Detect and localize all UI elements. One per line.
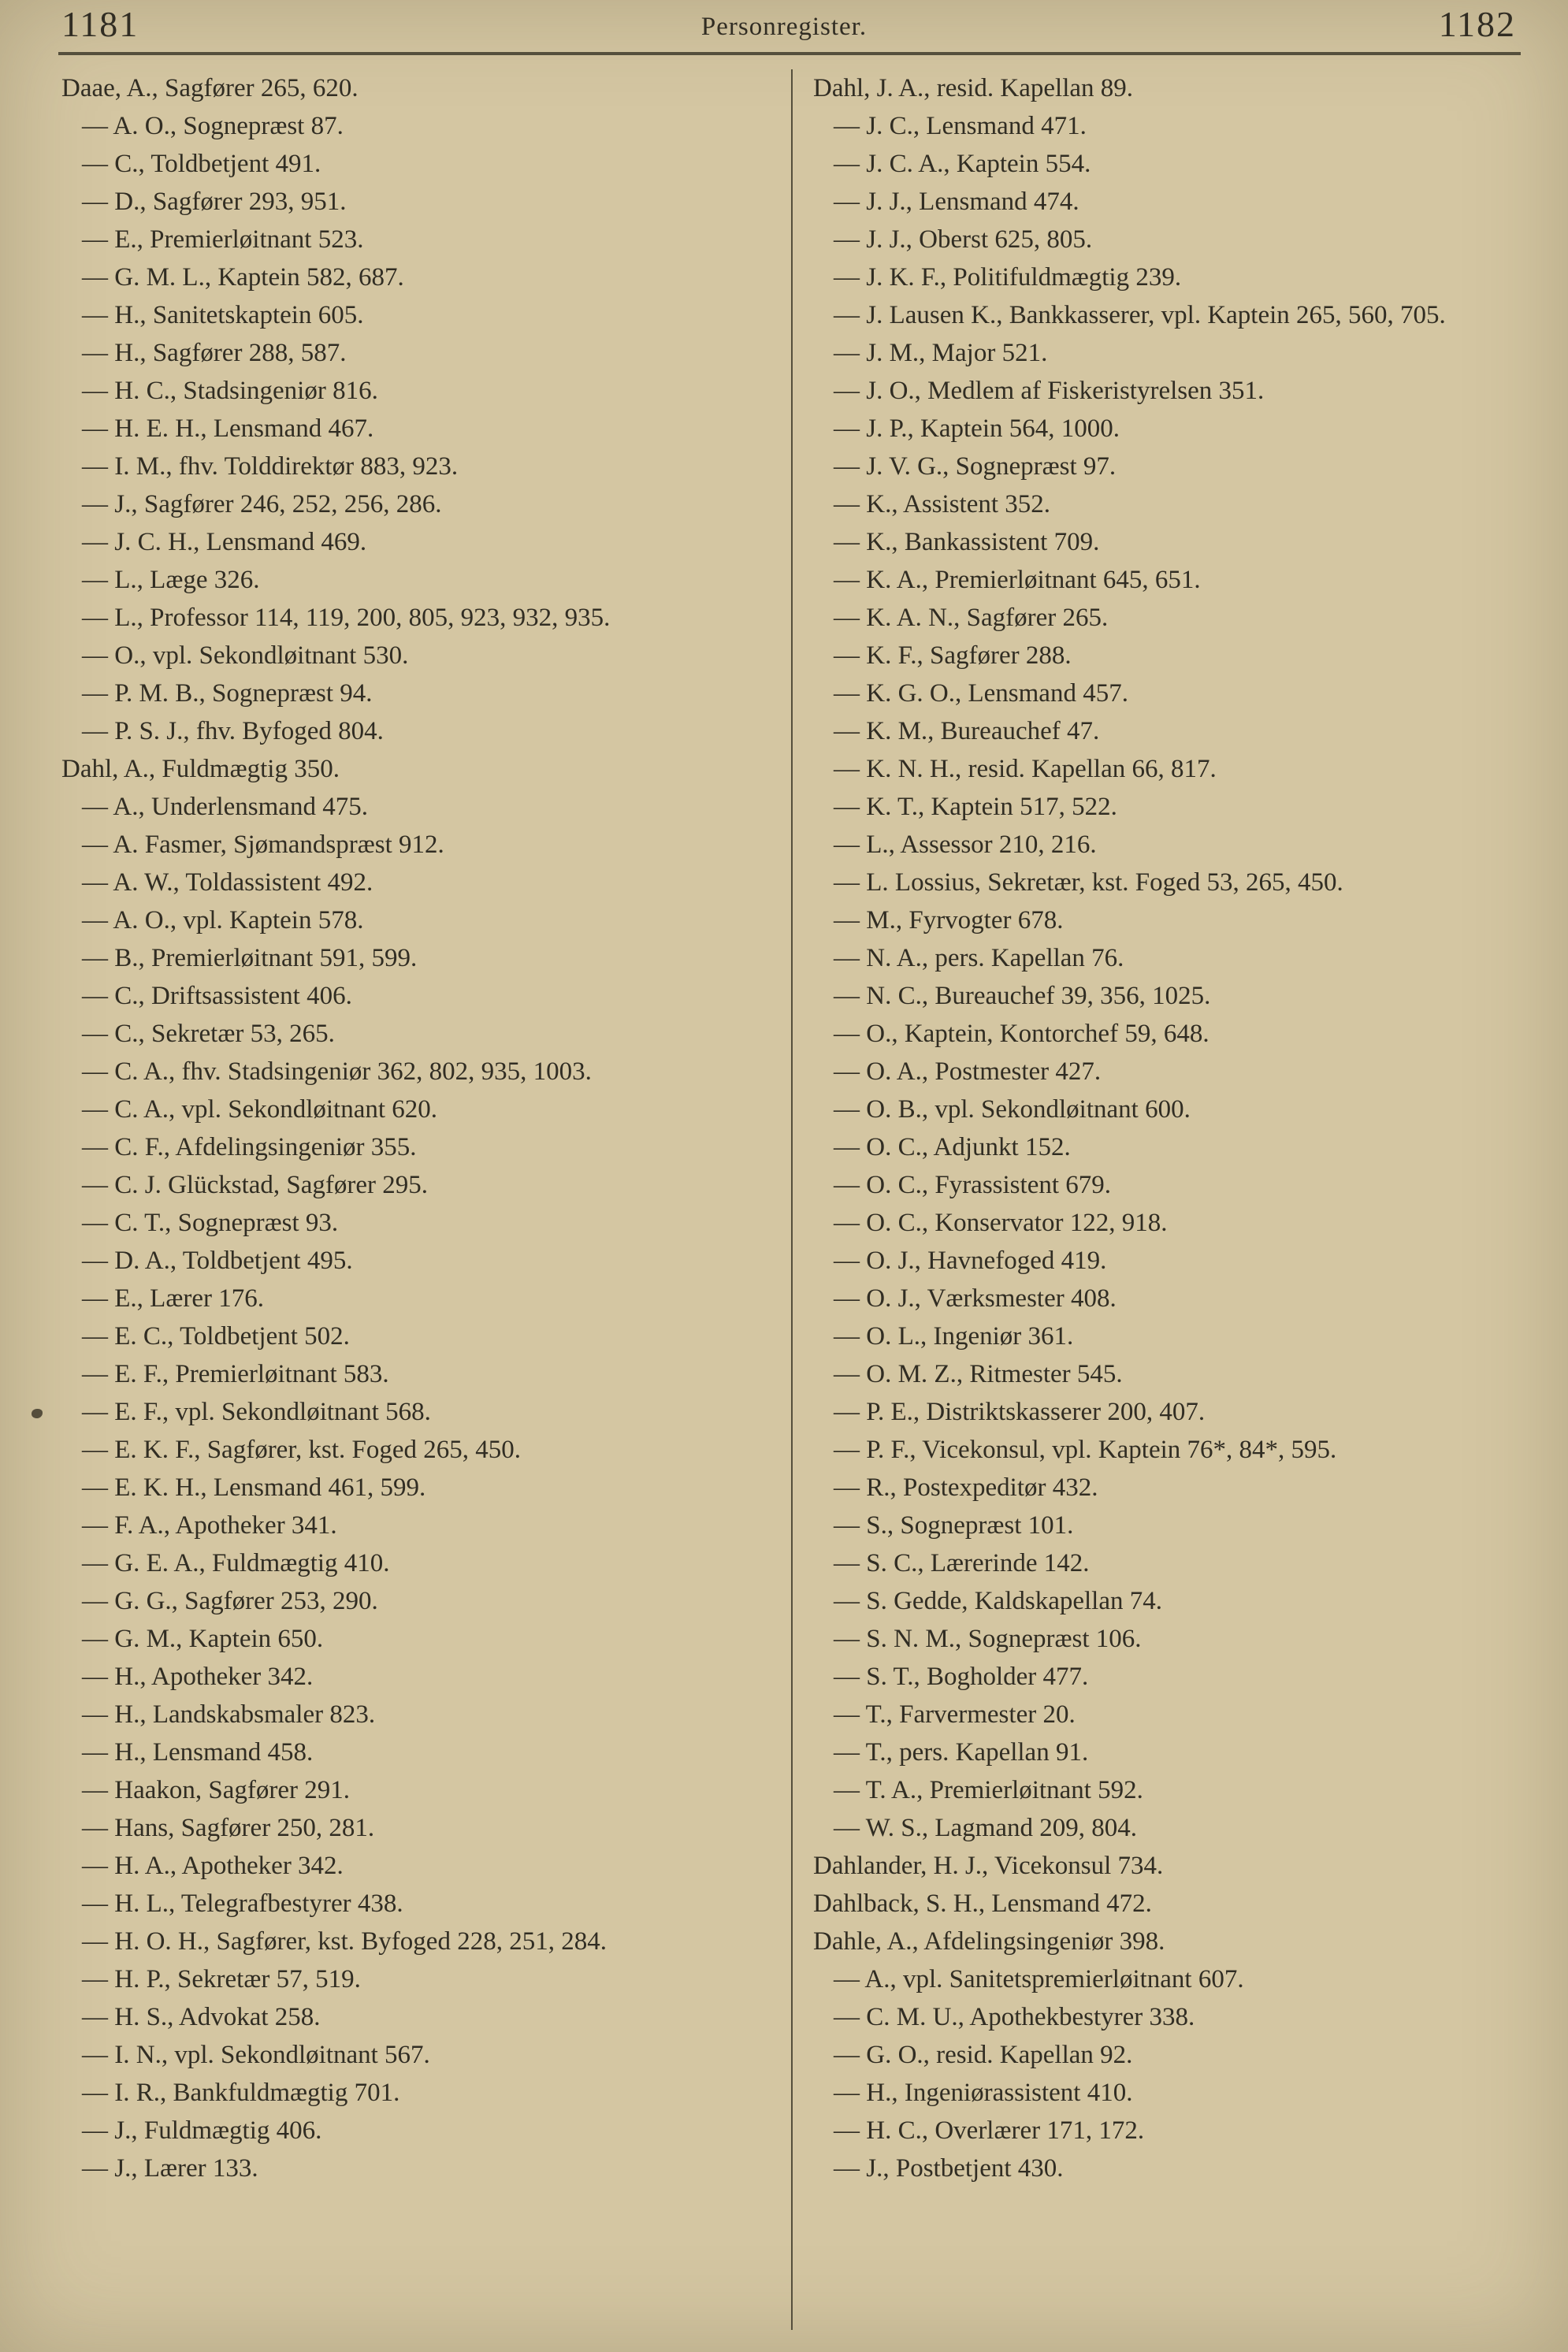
register-column-right — [793, 69, 1525, 2330]
register-entry: — E. K. F., Sagfører, kst. Foged 265, 450. — [82, 1436, 522, 1464]
register-entry: — G. E. A., Fuldmægtig 410. — [82, 1549, 390, 1577]
register-entry: Daae, A., Sagfører 265, 620. — [61, 74, 359, 102]
register-entry: — O. C., Konservator 122, 918. — [834, 1209, 1168, 1237]
register-entry: — L., Assessor 210, 216. — [834, 830, 1097, 859]
register-entry: — G. O., resid. Kapellan 92. — [834, 2041, 1133, 2069]
register-entry: — Hans, Sagfører 250, 281. — [82, 1814, 375, 1842]
register-entry: — J. Lausen K., Bankkasserer, vpl. Kaptein 265, 560, 705. — [834, 301, 1446, 329]
register-entry: — H., Landskabsmaler 823. — [82, 1700, 376, 1729]
page-number-right: 1182 — [1438, 4, 1516, 44]
register-entry: — E. F., vpl. Sekondløitnant 568. — [82, 1398, 431, 1426]
register-entry: — W. S., Lagmand 209, 804. — [834, 1814, 1137, 1842]
register-entry: — H. A., Apotheker 342. — [82, 1852, 344, 1880]
register-entry: — S. T., Bogholder 477. — [834, 1663, 1089, 1691]
register-entry: — A. Fasmer, Sjømandspræst 912. — [82, 830, 444, 859]
register-entry: — L., Læge 326. — [82, 566, 260, 594]
register-entry: — H. O. H., Sagfører, kst. Byfoged 228, 251, 284. — [82, 1927, 607, 1956]
register-entry: — J. J., Lensmand 474. — [834, 188, 1079, 216]
register-entry: — J., Fuldmægtig 406. — [82, 2116, 322, 2145]
register-entry: — L. Lossius, Sekretær, kst. Foged 53, 265, 450. — [834, 868, 1343, 897]
page-number-left: 1181 — [61, 4, 139, 44]
register-entry: — O. C., Fyrassistent 679. — [834, 1171, 1112, 1199]
register-entry: — N. A., pers. Kapellan 76. — [834, 944, 1124, 972]
register-entry: — O. L., Ingeniør 361. — [834, 1322, 1074, 1351]
register-entry: — H. S., Advokat 258. — [82, 2003, 321, 2031]
register-entry: — O. J., Havnefoged 419. — [834, 1247, 1107, 1275]
register-entry: — H. P., Sekretær 57, 519. — [82, 1965, 361, 1993]
register-entry: — J. M., Major 521. — [834, 339, 1048, 367]
register-entry: — C. M. U., Apothekbestyrer 338. — [834, 2003, 1195, 2031]
register-entry: — K. G. O., Lensmand 457. — [834, 679, 1128, 708]
register-entry: Dahlback, S. H., Lensmand 472. — [813, 1889, 1152, 1918]
register-entry: — O. C., Adjunkt 152. — [834, 1133, 1071, 1161]
register-entry: — D., Sagfører 293, 951. — [82, 188, 347, 216]
register-entry: — S. N. M., Sognepræst 106. — [834, 1625, 1142, 1653]
register-entry: — J., Lærer 133. — [82, 2154, 258, 2183]
register-entry: — J. O., Medlem af Fiskeristyrelsen 351. — [834, 377, 1265, 405]
register-entry: — F. A., Apotheker 341. — [82, 1511, 337, 1540]
register-entry: — B., Premierløitnant 591, 599. — [82, 944, 418, 972]
page-title: Personregister. — [700, 13, 868, 41]
register-entry: — H., Lensmand 458. — [82, 1738, 314, 1767]
register-entry: — J. C., Lensmand 471. — [834, 112, 1087, 140]
register-columns — [61, 69, 1525, 2330]
register-entry: — S. Gedde, Kaldskapellan 74. — [834, 1587, 1162, 1615]
register-entry: — J. V. G., Sognepræst 97. — [834, 452, 1117, 481]
register-entry: — P. E., Distriktskasserer 200, 407. — [834, 1398, 1206, 1426]
register-entry: — H., Apotheker 342. — [82, 1663, 314, 1691]
register-entry: — A. O., vpl. Kaptein 578. — [82, 906, 364, 934]
register-entry: — T., Farvermester 20. — [834, 1700, 1076, 1729]
register-entry: — K., Assistent 352. — [834, 490, 1051, 518]
register-entry: — K. A., Premierløitnant 645, 651. — [834, 566, 1201, 594]
register-entry: — C., Driftsassistent 406. — [82, 982, 352, 1010]
register-entry: — R., Postexpeditør 432. — [834, 1473, 1098, 1502]
register-entry: Dahl, A., Fuldmægtig 350. — [61, 755, 340, 783]
register-column-left — [61, 69, 791, 2330]
register-entry: — P. F., Vicekonsul, vpl. Kaptein 76*, 84*, 595. — [834, 1436, 1337, 1464]
register-entry: — I. M., fhv. Tolddirektør 883, 923. — [82, 452, 459, 481]
register-entry: — E., Lærer 176. — [82, 1284, 264, 1313]
register-entry: — C., Sekretær 53, 265. — [82, 1020, 335, 1048]
register-entry: — C. T., Sognepræst 93. — [82, 1209, 339, 1237]
register-entry: — O. J., Værksmester 408. — [834, 1284, 1117, 1313]
register-entry: — J. C. A., Kaptein 554. — [834, 150, 1091, 178]
register-entry: — C., Toldbetjent 491. — [82, 150, 321, 178]
register-entry: — J., Postbetjent 430. — [834, 2154, 1064, 2183]
register-entry: — H. C., Overlærer 171, 172. — [834, 2116, 1145, 2145]
register-entry: — G. M., Kaptein 650. — [82, 1625, 324, 1653]
ink-smudge — [32, 1409, 43, 1418]
register-entry: — E., Premierløitnant 523. — [82, 225, 364, 254]
register-entry: — L., Professor 114, 119, 200, 805, 923, 932, 935. — [82, 604, 611, 632]
register-entry: Dahl, J. A., resid. Kapellan 89. — [813, 74, 1134, 102]
register-entry: — M., Fyrvogter 678. — [834, 906, 1064, 934]
register-entry: — H., Sagfører 288, 587. — [82, 339, 347, 367]
register-entry: — J. J., Oberst 625, 805. — [834, 225, 1093, 254]
register-entry: — G. M. L., Kaptein 582, 687. — [82, 263, 404, 292]
register-entry: Dahle, A., Afdelingsingeniør 398. — [813, 1927, 1165, 1956]
register-entry: — T. A., Premierløitnant 592. — [834, 1776, 1143, 1804]
register-entry: — A. O., Sognepræst 87. — [82, 112, 344, 140]
register-entry: — C. A., vpl. Sekondløitnant 620. — [82, 1095, 438, 1124]
register-entry: — I. R., Bankfuldmægtig 701. — [82, 2079, 400, 2107]
register-entry: — K. N. H., resid. Kapellan 66, 817. — [834, 755, 1217, 783]
register-entry: — T., pers. Kapellan 91. — [834, 1738, 1089, 1767]
register-entry: — O., Kaptein, Kontorchef 59, 648. — [834, 1020, 1209, 1048]
register-entry: — K. M., Bureauchef 47. — [834, 717, 1100, 745]
header-rule — [58, 52, 1521, 55]
register-entry: — K. T., Kaptein 517, 522. — [834, 793, 1117, 821]
register-entry: — S. C., Lærerinde 142. — [834, 1549, 1090, 1577]
register-entry: — O., vpl. Sekondløitnant 530. — [82, 641, 409, 670]
register-entry: — P. M. B., Sognepræst 94. — [82, 679, 373, 708]
register-entry: — N. C., Bureauchef 39, 356, 1025. — [834, 982, 1211, 1010]
register-entry: — O. B., vpl. Sekondløitnant 600. — [834, 1095, 1191, 1124]
register-entry: — I. N., vpl. Sekondløitnant 567. — [82, 2041, 430, 2069]
register-entry: — C. J. Glückstad, Sagfører 295. — [82, 1171, 429, 1199]
register-entry: — A., Underlensmand 475. — [82, 793, 368, 821]
register-entry: — H. L., Telegrafbestyrer 438. — [82, 1889, 403, 1918]
register-entry: — K., Bankassistent 709. — [834, 528, 1100, 556]
register-entry: Dahlander, H. J., Vicekonsul 734. — [813, 1852, 1164, 1880]
register-entry: — E. K. H., Lensmand 461, 599. — [82, 1473, 426, 1502]
register-entry: — H. C., Stadsingeniør 816. — [82, 377, 378, 405]
register-entry: — O. M. Z., Ritmester 545. — [834, 1360, 1123, 1388]
register-entry: — D. A., Toldbetjent 495. — [82, 1247, 353, 1275]
register-entry: — H. E. H., Lensmand 467. — [82, 414, 374, 443]
register-entry: — J. P., Kaptein 564, 1000. — [834, 414, 1120, 443]
register-entry: — Haakon, Sagfører 291. — [82, 1776, 350, 1804]
register-entry: — C. F., Afdelingsingeniør 355. — [82, 1133, 417, 1161]
register-entry: — O. A., Postmester 427. — [834, 1057, 1102, 1086]
register-entry: — J. K. F., Politifuldmægtig 239. — [834, 263, 1182, 292]
register-entry: — S., Sognepræst 101. — [834, 1511, 1074, 1540]
register-entry: — E. F., Premierløitnant 583. — [82, 1360, 389, 1388]
register-entry: — C. A., fhv. Stadsingeniør 362, 802, 935, 1003. — [82, 1057, 592, 1086]
register-entry: — K. F., Sagfører 288. — [834, 641, 1072, 670]
register-entry: — J. C. H., Lensmand 469. — [82, 528, 367, 556]
register-entry: — H., Sanitetskaptein 605. — [82, 301, 364, 329]
register-entry: — J., Sagfører 246, 252, 256, 286. — [82, 490, 442, 518]
register-entry: — P. S. J., fhv. Byfoged 804. — [82, 717, 384, 745]
register-entry: — A. W., Toldassistent 492. — [82, 868, 373, 897]
register-entry: — A., vpl. Sanitetspremierløitnant 607. — [834, 1965, 1244, 1993]
register-entry: — K. A. N., Sagfører 265. — [834, 604, 1109, 632]
register-entry: — E. C., Toldbetjent 502. — [82, 1322, 350, 1351]
register-entry: — G. G., Sagfører 253, 290. — [82, 1587, 378, 1615]
register-entry: — H., Ingeniørassistent 410. — [834, 2079, 1133, 2107]
